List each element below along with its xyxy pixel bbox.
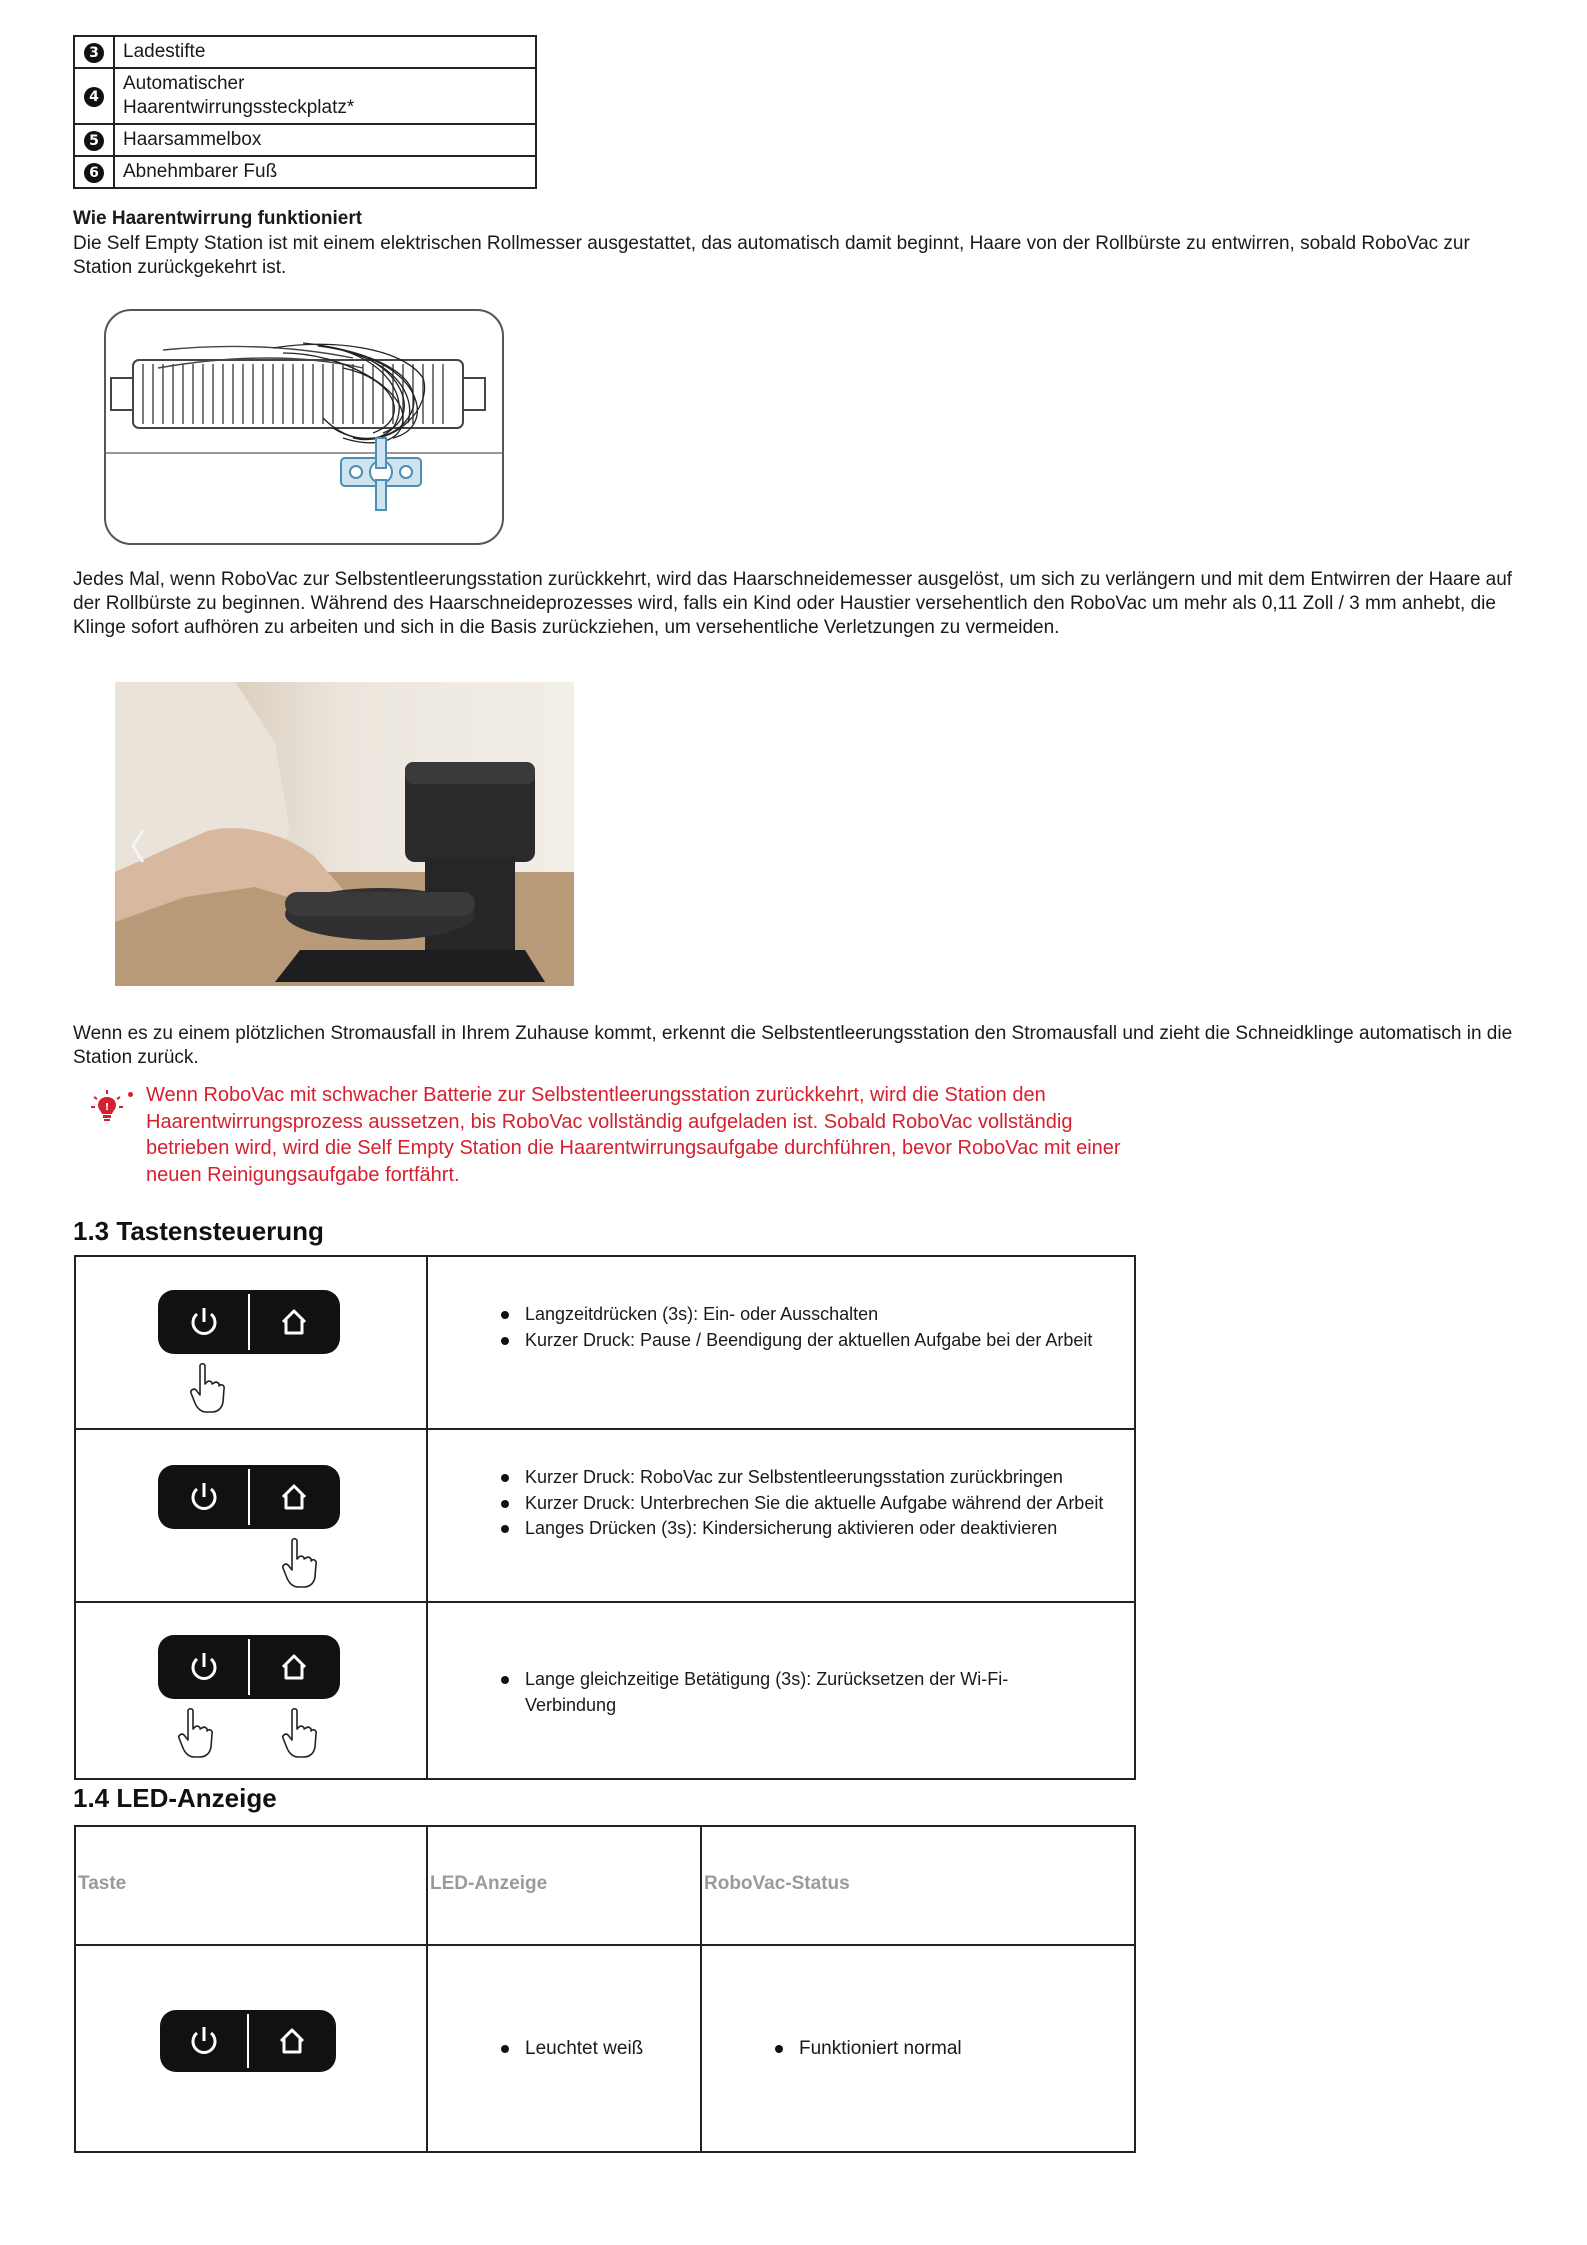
list-item: Langzeitdrücken (3s): Ein- oder Ausschalten [497,1302,1097,1328]
control-buttons-image [158,1465,340,1529]
number-badge: 6 [84,163,104,183]
power-icon [184,1302,224,1342]
divider [426,1825,428,2151]
pointing-hand-icon [280,1537,320,1589]
column-header: RoboVac-Status [704,1873,850,1894]
section-title-buttons: 1.3 Tastensteuerung [73,1216,324,1246]
list-item: Langes Drücken (3s): Kindersicherung aktivieren oder deaktivieren [497,1516,1117,1542]
parts-table [73,35,537,189]
divider [74,1428,1134,1430]
led-table [74,1825,1136,2153]
bullet-list [497,2036,687,2062]
list-item: Kurzer Druck: RoboVac zur Selbstentleerungsstation zurückbringen [497,1465,1117,1491]
control-buttons-image [160,2010,336,2072]
station-photo [115,682,574,991]
number-badge: 3 [84,43,104,63]
detangle-intro: Die Self Empty Station ist mit einem elektrischen Rollmesser ausgestattet, das automatisch damit beginnt, Haare von der Rollbürste zu entwirren, sobald RoboVac zur Station zurückgekehrt ist. [73,233,1470,278]
home-icon [272,2021,312,2061]
bullet-list [497,1302,1097,1353]
pointing-hand-icon [176,1707,216,1759]
home-icon [274,1302,314,1342]
bullet-list [771,2036,1111,2062]
list-item: Kurzer Druck: Unterbrechen Sie die aktuelle Aufgabe während der Arbeit [497,1491,1117,1517]
note-bullet [128,1092,133,1097]
section-title-led: 1.4 LED-Anzeige [73,1783,277,1813]
column-header: LED-Anzeige [430,1873,548,1894]
table-row [74,156,536,188]
home-icon [274,1477,314,1517]
bullet-list [497,1667,1097,1718]
table-row [74,124,536,156]
robovac-status-value: Funktioniert normal [771,2036,1111,2062]
power-icon [184,1477,224,1517]
part-label: Haarsammelbox [114,124,536,156]
number-badge: 5 [84,131,104,151]
divider [74,1601,1134,1603]
lightbulb-icon [90,1089,124,1128]
detangle-paragraph: Jedes Mal, wenn RoboVac zur Selbstentleerungsstation zurückkehrt, wird das Haarschneidemesser ausgelöst, um sich zu verlängern und mit dem Entwirren der Haare auf der Rollbürste zu beginnen. Während des Haarschneideprozesses wird, falls ein Kind oder Haustier versehentlich den RoboVac um mehr als 0,11 Zoll / 3 mm anhebt, die Klinge sofort aufhören zu arbeiten und sich in die Basis zurückziehen, um versehentliche Verletzungen zu vermeiden. [73,569,1513,638]
part-label: Ladestifte [114,36,536,68]
note-text: Wenn RoboVac mit schwacher Batterie zur Selbstentleerungsstation zurückkehrt, wird die Station den Haarentwirrungsprozess aussetzen, bis RoboVac vollständig aufgeladen ist. Sobald RoboVac vollständig betrieben wird, wird die Self Empty Station die Haarentwirrungsaufgabe durchführen, bevor RoboVac mit einer neuen Reinigungsaufgabe fortfährt. [146,1084,1121,1186]
detangle-heading: Wie Haarentwirrung funktioniert [73,208,363,229]
column-header: Taste [78,1873,127,1894]
number-badge: 4 [84,87,104,107]
divider [700,1825,702,2151]
pointing-hand-icon [280,1707,320,1759]
power-icon [184,2021,224,2061]
table-row [74,68,536,124]
svg-text:!: ! [104,1102,110,1113]
list-item: Lange gleichzeitige Betätigung (3s): Zurücksetzen der Wi-Fi-Verbindung [497,1667,1097,1718]
divider [426,1255,428,1778]
led-indicator-value: Leuchtet weiß [497,2036,687,2062]
table-row [74,36,536,68]
power-icon [184,1647,224,1687]
control-buttons-image [158,1290,340,1354]
bullet-list [497,1465,1117,1542]
control-buttons-image [158,1635,340,1699]
divider [74,1944,1134,1946]
part-label: Automatischer Haarentwirrungssteckplatz* [114,68,536,124]
roller-brush-illustration [103,308,505,551]
pointing-hand-icon [188,1362,228,1414]
power-outage-paragraph: Wenn es zu einem plötzlichen Stromausfall in Ihrem Zuhause kommt, erkennt die Selbstentleerungsstation den Stromausfall und zieht die Schneidklinge automatisch in die Station zurück. [73,1023,1513,1068]
home-icon [274,1647,314,1687]
part-label: Abnehmbarer Fuß [114,156,536,188]
list-item: Kurzer Druck: Pause / Beendigung der aktuellen Aufgabe bei der Arbeit [497,1328,1097,1354]
